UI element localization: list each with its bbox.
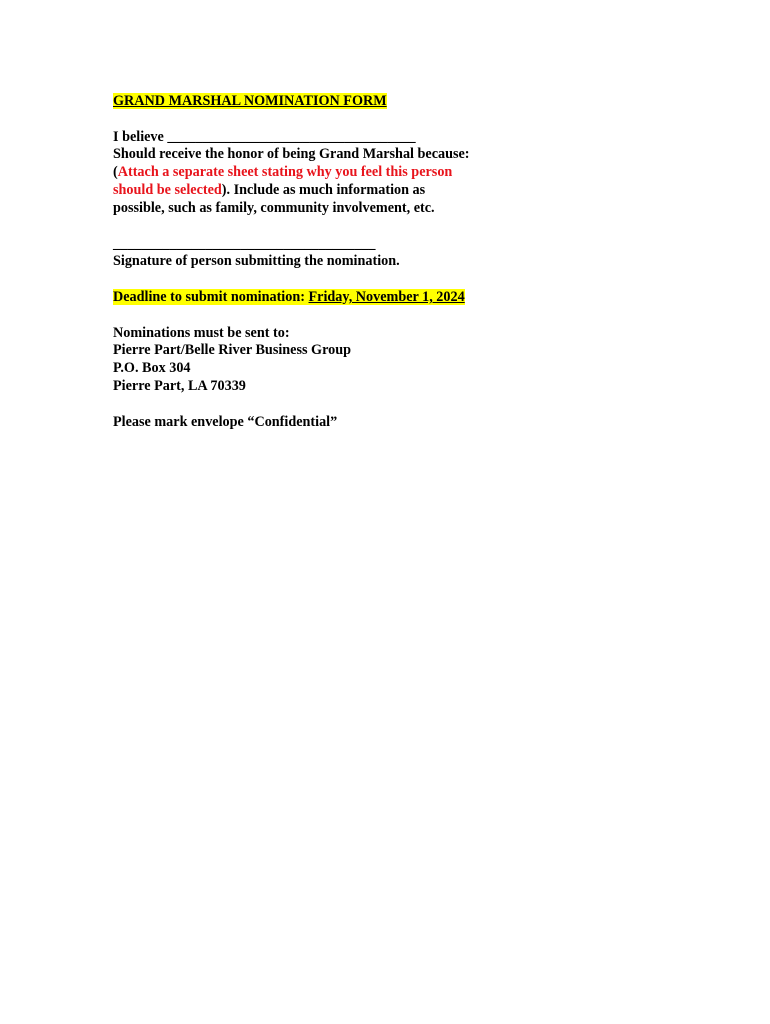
form-title [113, 93, 713, 111]
deadline-date: Friday, November 1, 2024 [308, 288, 465, 305]
believe-line: I believe ___________________________________ [113, 128, 416, 145]
signature-label: Signature of person submitting the nomination. [113, 253, 400, 270]
deadline-label: Deadline to submit nomination: [113, 288, 309, 305]
form-title-text: GRAND MARSHAL NOMINATION FORM [113, 93, 387, 109]
attach-instruction-line-2 [113, 182, 713, 200]
attach-open-paren: ( [113, 164, 118, 181]
nomination-form [113, 93, 713, 431]
signature-rule: _____________________________________ [113, 235, 376, 252]
attach-red-text-1: Attach a separate sheet stating why you feel this person [117, 164, 453, 181]
reason-line: Should receive the honor of being Grand Marshal because: [113, 146, 470, 163]
address-line-2: P.O. Box 304 [113, 360, 191, 377]
envelope-note: Please mark envelope “Confidential” [113, 413, 338, 430]
address-line-3: Pierre Part, LA 70339 [113, 377, 246, 394]
send-to-label: Nominations must be sent to: [113, 324, 290, 341]
deadline-line [113, 289, 713, 307]
attach-instruction-line-1 [113, 164, 713, 182]
attach-rest-text: ). Include as much information as [221, 181, 426, 198]
address-line-1: Pierre Part/Belle River Business Group [113, 342, 352, 359]
details-line: possible, such as family, community involvement, etc. [113, 199, 435, 216]
attach-red-text-2: should be selected [113, 181, 222, 198]
